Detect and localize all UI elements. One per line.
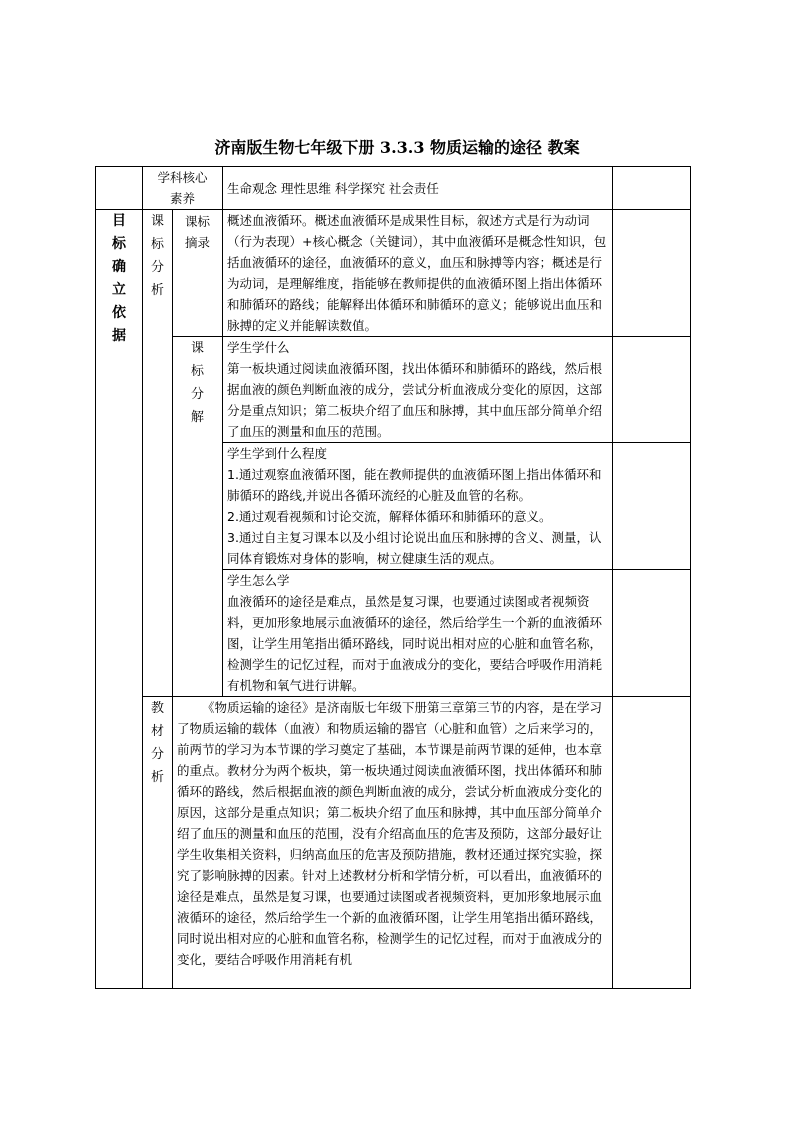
- cell-empty: [613, 167, 691, 210]
- cell-empty: [613, 337, 691, 443]
- fenjie-degree-item: 3.通过自主复习课本以及小组讨论说出血压和脉搏的含义、测量，认同体育锻炼对身体的影响，树立健康生活的观点。: [227, 530, 602, 566]
- left-label-target-basis: 目 标 确 立 依 据: [96, 210, 143, 989]
- row-jiaocai-fenxi: [96, 697, 691, 989]
- cell-empty: [613, 443, 691, 570]
- cell-empty: [613, 210, 691, 337]
- fenjie-what-heading: 学生学什么: [227, 340, 290, 355]
- document-title: 济南版生物七年级下册 3.3.3 物质运输的途径 教案: [214, 138, 580, 157]
- core-literacy-content: 生命观念 理性思维 科学探究 社会责任: [223, 167, 613, 210]
- core-literacy-label: 学科核心 素养: [143, 167, 223, 210]
- cell-empty: [96, 167, 143, 210]
- fenjie-degree-item: 2.通过观看视频和讨论交流，解释体循环和肺循环的意义。: [227, 509, 552, 524]
- cell-empty: [613, 570, 691, 697]
- kebiao-fenxi-label: 课 标 分 析: [143, 210, 173, 697]
- fenjie-what-content: 第一板块通过阅读血液循环图，找出体循环和肺循环的路线，然后根据血液的颜色判断血液的成分，尝试分析血液成分变化的原因，这部分是重点知识；第二板块介绍了血压和脉搏，其中血压部分简单介绍了血压的测量和血压的范围。: [227, 361, 603, 439]
- fenjie-how-content: 血液循环的途径是难点，虽然是复习课，也要通过读图或者视频资料，更加形象地展示血液循环的途径，然后给学生一个新的血液循环图，让学生用笔指出循环路线，同时说出相对应的心脏和血管名称，检测学生的记忆过程，而对于血液成分的变化，要结合呼吸作用消耗有机物和氧气进行讲解。: [227, 594, 603, 693]
- jiaocai-fenxi-content: 《物质运输的途径》是济南版七年级下册第三章第三节的内容，是在学习了物质运输的载体（血液）和物质运输的器官（心脏和血管）之后来学习的，前两节的学习为本节课的学习奠定了基础，本节课是前两节课的延伸，也本章的重点。教材分为两个板块，第一板块通过阅读血液循环图，找出体循环和肺循环的路线，然后根据血液的颜色判断血液的成分，尝试分析血液成分变化的原因，这部分是重点知识；第二板块介绍了血压和脉搏，其中血压部分简单介绍了血压的测量和血压的范围，没有介绍高血压的危害及预防，这部分最好让学生收集相关资料，归纳高血压的危害及预防措施，教材还通过探究实验，探究了影响脉搏的因素。针对上述教材分析和学情分析，可以看出，血液循环的途径是难点，虽然是复习课，也要通过读图或者视频资料，更加形象地展示血液循环的途径，然后给学生一个新的血液循环图，让学生用笔指出循环路线，同时说出相对应的心脏和血管名称，检测学生的记忆过程，而对于血液成分的变化，要结合呼吸作用消耗有机: [173, 697, 613, 989]
- kebiao-zhailu-content: 概述血液循环。概述血液循环是成果性目标，叙述方式是行为动词（行为表现）+核心概念（关键词），其中血液循环是概念性知识，包括血液循环的途径，血液循环的意义，血压和脉搏等内容；概述是行为动词，是理解维度，指能够在教师提供的血液循环图上指出体循环和肺循环的路线；能解释出体循环和肺循环的意义；能够说出血压和脉搏的定义并能解读数值。: [223, 210, 613, 337]
- fenjie-what-cell: [223, 337, 613, 443]
- fenjie-how-cell: [223, 570, 613, 697]
- jiaocai-fenxi-label: 教 材 分 析: [143, 697, 173, 989]
- row-kebiao-zhailu: [96, 210, 691, 337]
- kebiao-zhailu-label: 课标 摘录: [173, 210, 223, 337]
- fenjie-how-heading: 学生怎么学: [227, 573, 290, 588]
- row-fenjie-what: [96, 337, 691, 443]
- kebiao-fenjie-label: 课 标 分 解: [173, 337, 223, 697]
- cell-empty: [613, 697, 691, 989]
- row-core-literacy: [96, 167, 691, 210]
- fenjie-degree-item: 1.通过观察血液循环图，能在教师提供的血液循环图上指出体循环和肺循环的路线,并说出各循环流经的心脏及血管的名称。: [227, 467, 602, 503]
- fenjie-degree-cell: [223, 443, 613, 570]
- lesson-plan-table: [95, 166, 691, 989]
- fenjie-degree-heading: 学生学到什么程度: [227, 446, 328, 461]
